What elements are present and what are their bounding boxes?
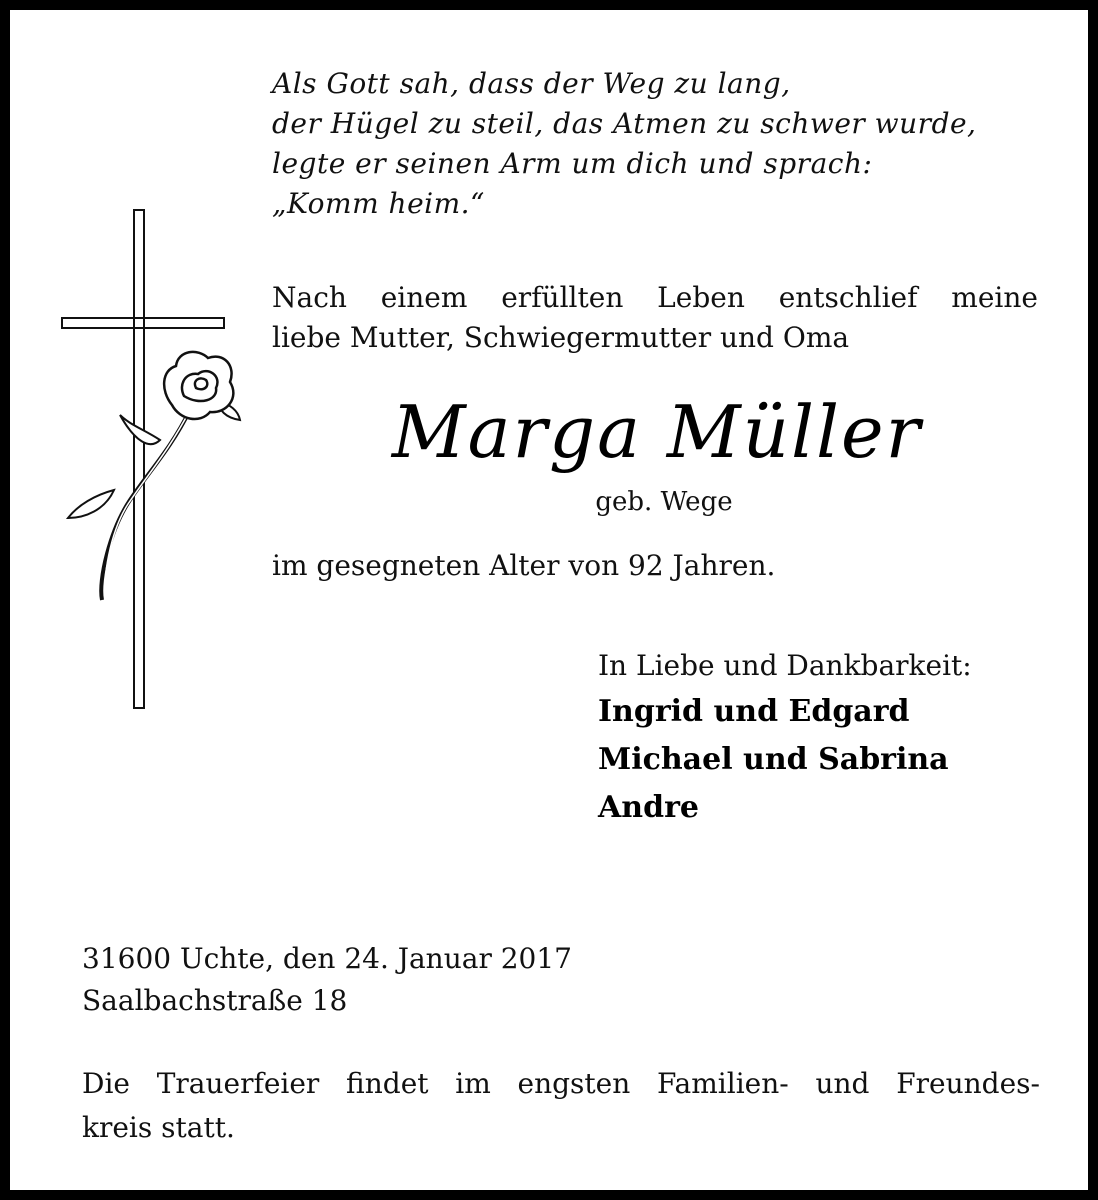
mourner-name: Ingrid und Edgard [598,694,910,729]
cross-with-rose-icon [50,200,250,720]
mourners-list [598,688,949,832]
poem-line: „Komm heim.“ [272,187,485,220]
poem-line: der Hügel zu steil, das Atmen zu schwer wurde, [272,107,977,140]
intro-line: liebe Mutter, Schwiegermutter und Oma [272,321,850,354]
mourners-heading: In Liebe und Dankbarkeit: [598,649,972,682]
address-block [82,938,572,1022]
mourner-name: Michael und Sabrina [598,742,949,777]
mourner-name: Andre [598,790,699,825]
deceased-name: Marga Müller [391,390,923,474]
street-address: Saalbachstraße 18 [82,984,348,1017]
funeral-note-line: kreis statt. [82,1111,235,1144]
funeral-note [82,1062,1040,1150]
place-date: 31600 Uchte, den 24. Januar 2017 [82,942,572,975]
poem-line: legte er seinen Arm um dich und sprach: [272,147,873,180]
maiden-name: geb. Wege [595,487,733,517]
poem-line: Als Gott sah, dass der Weg zu lang, [272,67,791,100]
age-text: im gesegneten Alter von 92 Jahren. [272,549,776,582]
intro-line: Nach einem erfüllten Leben entschlief meine [272,281,1038,314]
poem [272,64,1052,224]
intro-text [272,278,1038,358]
funeral-note-line: Die Trauerfeier findet im engsten Familien- und Freundes- [82,1067,1040,1100]
